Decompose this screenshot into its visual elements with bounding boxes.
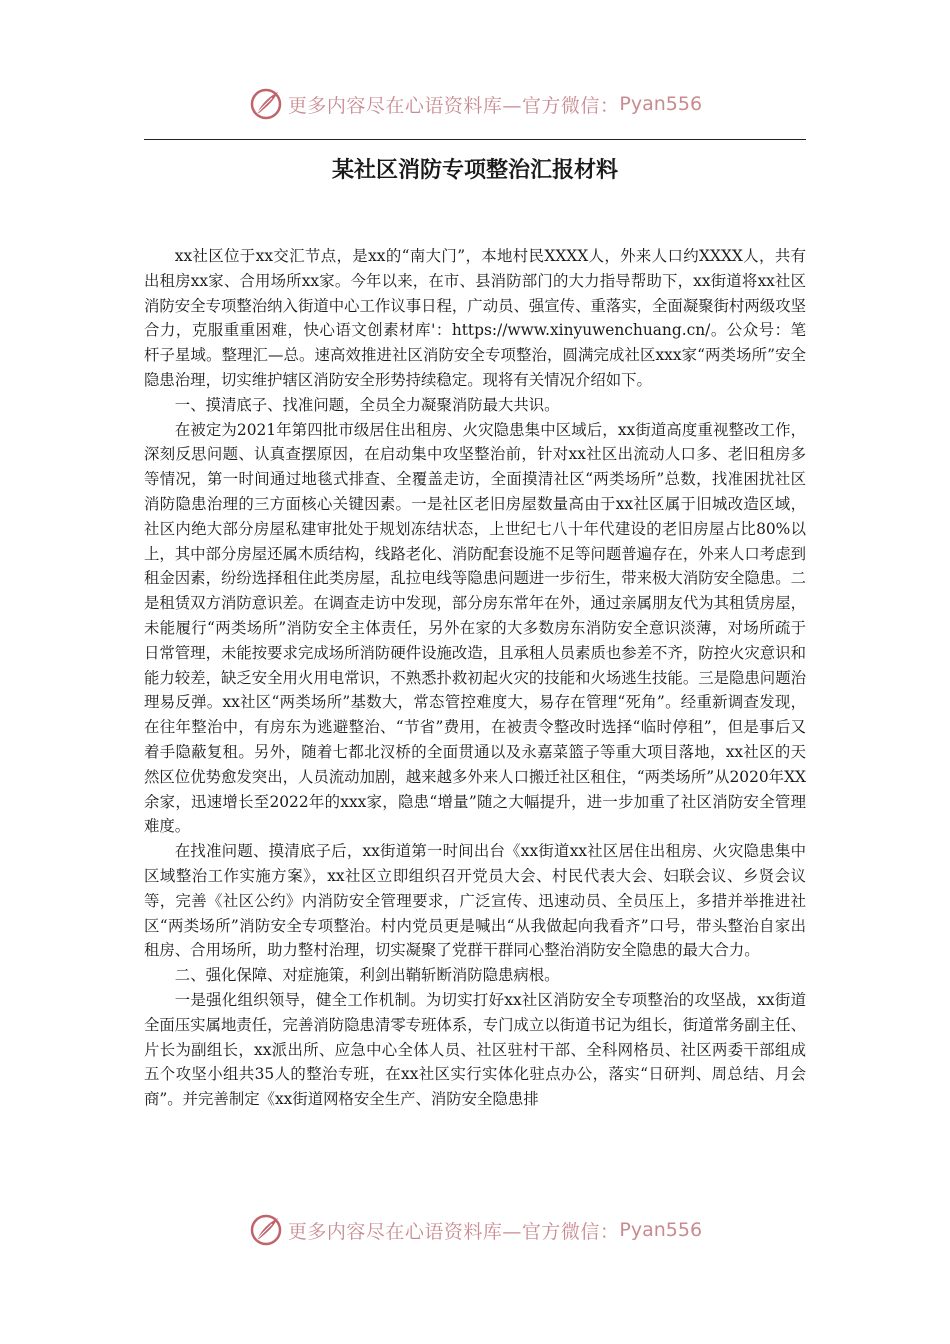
paragraph-organization: 一是强化组织领导，健全工作机制。为切实打好xx社区消防安全专项整治的攻坚战，xx街道全面压实属地责任，完善消防隐患清零专班体系，专门成立以街道书记为组长，街道常务副主任、片长为副组长，xx派出所、应急中心全体人员、社区驻村干部、全科网格员、社区两委干部组成五个攻坚小组共35人的整治专班，在xx社区实行实体化驻点办公，落实“日研判、周总结、月会商”。并完善制定《xx街道网格安全生产、消防安全隐患排	[144, 990, 806, 1109]
document-body	[144, 244, 806, 1112]
paragraph-intro: xx社区位于xx交汇节点，是xx的“南大门”，本地村民XXXX人，外来人口约XXXX人，共有出租房xx家、合用场所xx家。今年以来，在市、县消防部门的大力指导帮助下，xx街道将xx社区消防安全专项整治纳入街道中心工作议事日程，广动员、强宣传、重落实，全面凝聚街村两级攻坚合力，克服重重困难，快心语文创素材库'：https://www.xinyuwenchuang.cn/。公众号：笔杆子星域。整理汇—总。速高效推进社区消防安全专项整治，圆满完成社区xxx家“两类场所”安全隐患治理，切实维护辖区消防安全形势持续稳定。现将有关情况介绍如下。	[144, 247, 806, 389]
feather-logo-icon	[248, 1212, 284, 1248]
feather-logo-icon	[248, 86, 284, 122]
footer-banner	[0, 1208, 950, 1252]
section-heading-1: 一、摸清底子、找准问题，全员全力凝聚消防最大共识。	[174, 395, 560, 414]
paragraph-problems: 在被定为2021年第四批市级居住出租房、火灾隐患集中区域后，xx街道高度重视整改工作，深刻反思问题、认真查摆原因，在启动集中攻坚整治前，针对xx社区出流动人口多、老旧租房多等情况，第一时间通过地毯式排查、全覆盖走访，全面摸清社区“两类场所”总数，找准困扰社区消防隐患治理的三方面核心关键因素。一是社区老旧房屋数量高由于xx社区属于旧城改造区域，社区内绝大部分房屋私建审批处于规划冻结状态，上世纪七八十年代建设的老旧房屋占比80%以上，其中部分房屋还属木质结构，线路老化、消防配套设施不足等问题普遍存在，外来人口考虑到租金因素，纷纷选择租住此类房屋，乱拉电线等隐患问题进一步衍生，带来极大消防安全隐患。二是租赁双方消防意识差。在调查走访中发现，部分房东常年在外，通过亲属朋友代为其租赁房屋，未能履行“两类场所”消防安全主体责任，另外在家的大多数房东消防安全意识淡薄，对场所疏于日常管理，未能按要求完成场所消防硬件设施改造，且承租人员素质也参差不齐，防控火灾意识和能力较差，缺乏安全用火用电常识，不熟悉扑救初起火灾的技能和火场逃生技能。三是隐患问题治理易反弹。xx社区“两类场所”基数大，常态管控难度大，易存在管理“死角”。经重新调查发现，在往年整治中，有房东为逃避整治、“节省”费用，在被责令整改时选择“临时停租”，但是事后又着手隐蔽复租。另外，随着七都北汊桥的全面贯通以及永嘉菜篮子等重大项目落地，xx社区的天然区位优势愈发突出，人员流动加剧，越来越多外来人口搬迁社区租住，“两类场所”从2020年XX余家，迅速增长至2022年的xxx家，隐患“增量”随之大幅提升，进一步加重了社区消防安全管理难度。	[144, 420, 806, 836]
footer-banner-text: 更多内容尽在心语资料库—官方微信：	[287, 1220, 620, 1243]
header-banner-text: 更多内容尽在心语资料库—官方微信：	[287, 94, 620, 117]
document-title: 某社区消防专项整治汇报材料	[331, 158, 618, 183]
header-wechat-id: Pyan556	[619, 93, 703, 115]
paragraph-actions: 在找准问题、摸清底子后，xx街道第一时间出台《xx街道xx社区居住出租房、火灾隐患集中区域整治工作实施方案》，xx社区立即组织召开党员大会、村民代表大会、妇联会议、乡贤会议等，完善《社区公约》内消防安全管理要求，广泛宣传、迅速动员、全员压上，多措并举推进社区“两类场所”消防安全专项整治。村内党员更是喊出“从我做起向我看齐”口号，带头整治自家出租房、合用场所，助力整村治理，切实凝聚了党群干群同心整治消防安全隐患的最大合力。	[144, 842, 806, 960]
header-banner	[0, 82, 950, 126]
header-divider	[144, 139, 806, 140]
section-heading-2: 二、强化保障、对症施策，利剑出鞘斩断消防隐患病根。	[174, 966, 560, 985]
footer-wechat-id: Pyan556	[619, 1219, 703, 1241]
